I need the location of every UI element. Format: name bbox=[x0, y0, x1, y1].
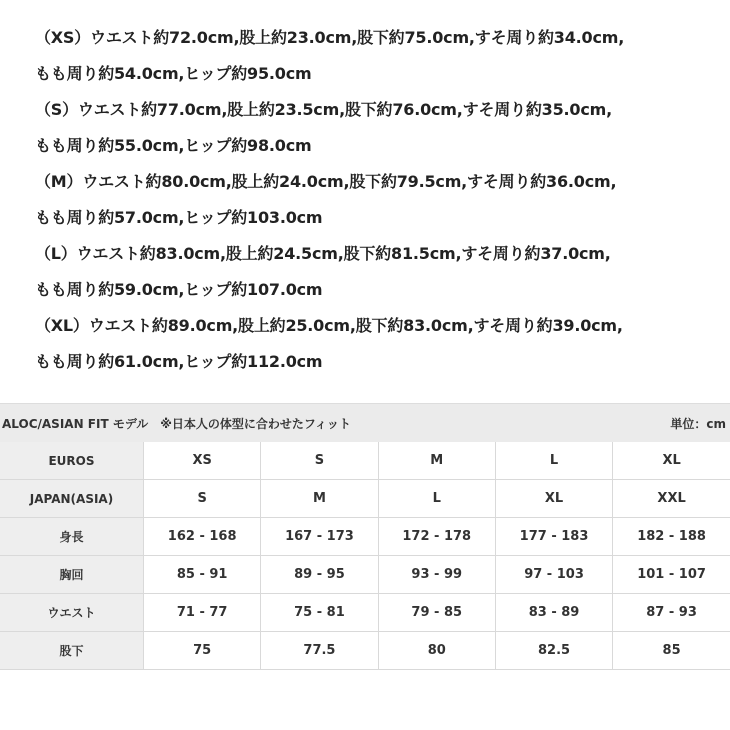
table-cell: XL bbox=[495, 480, 612, 518]
table-cell: 83 - 89 bbox=[495, 594, 612, 632]
table-cell: 82.5 bbox=[495, 632, 612, 670]
table-cell: 167 - 173 bbox=[261, 518, 378, 556]
measurement-line: （S）ウエスト約77.0cm,股上約23.5cm,股下約76.0cm,すそ周り約35.0cm, bbox=[35, 100, 612, 119]
table-cell: 177 - 183 bbox=[495, 518, 612, 556]
measurement-line: （L）ウエスト約83.0cm,股上約24.5cm,股下約81.5cm,すそ周り約37.0cm, bbox=[35, 244, 611, 263]
measurement-line: （M）ウエスト約80.0cm,股上約24.0cm,股下約79.5cm,すそ周り約36.0cm, bbox=[35, 172, 617, 191]
size-chart-header bbox=[0, 403, 730, 442]
table-cell: L bbox=[378, 480, 495, 518]
measurement-line: もも周り約59.0cm,ヒップ約107.0cm bbox=[35, 280, 323, 299]
table-cell: 77.5 bbox=[261, 632, 378, 670]
table-row bbox=[0, 442, 730, 480]
size-measurements bbox=[35, 20, 725, 380]
row-label-chest: 胸回 bbox=[0, 556, 144, 594]
table-cell: 182 - 188 bbox=[613, 518, 730, 556]
table-cell: 93 - 99 bbox=[378, 556, 495, 594]
fit-model-note: ALOC/ASIAN FIT モデル ※日本人の体型に合わせたフィット bbox=[2, 416, 351, 431]
table-cell: 79 - 85 bbox=[378, 594, 495, 632]
table-cell: L bbox=[495, 442, 612, 480]
table-cell: 162 - 168 bbox=[144, 518, 261, 556]
table-cell: XL bbox=[613, 442, 730, 480]
table-row bbox=[0, 480, 730, 518]
table-cell: M bbox=[261, 480, 378, 518]
table-cell: 85 bbox=[613, 632, 730, 670]
table-cell: 89 - 95 bbox=[261, 556, 378, 594]
measurement-line: （XS）ウエスト約72.0cm,股上約23.0cm,股下約75.0cm,すそ周り約34.0cm, bbox=[35, 28, 625, 47]
table-cell: 101 - 107 bbox=[613, 556, 730, 594]
table-cell: 87 - 93 bbox=[613, 594, 730, 632]
table-cell: 71 - 77 bbox=[144, 594, 261, 632]
table-cell: S bbox=[144, 480, 261, 518]
unit-label: 単位：cm bbox=[670, 416, 726, 431]
table-cell: 75 bbox=[144, 632, 261, 670]
measurement-line: もも周り約57.0cm,ヒップ約103.0cm bbox=[35, 208, 323, 227]
table-cell: 97 - 103 bbox=[495, 556, 612, 594]
size-chart bbox=[0, 403, 730, 670]
row-label-waist: ウエスト bbox=[0, 594, 144, 632]
table-cell: S bbox=[261, 442, 378, 480]
measurement-line: （XL）ウエスト約89.0cm,股上約25.0cm,股下約83.0cm,すそ周り約39.0cm, bbox=[35, 316, 623, 335]
measurement-line: もも周り約54.0cm,ヒップ約95.0cm bbox=[35, 64, 312, 83]
size-table bbox=[0, 442, 730, 670]
table-cell: M bbox=[378, 442, 495, 480]
row-label-inseam: 股下 bbox=[0, 632, 144, 670]
table-cell: 80 bbox=[378, 632, 495, 670]
table-row bbox=[0, 594, 730, 632]
row-label-height: 身長 bbox=[0, 518, 144, 556]
table-cell: XS bbox=[144, 442, 261, 480]
row-label-japan: JAPAN(ASIA) bbox=[0, 480, 144, 518]
table-row bbox=[0, 518, 730, 556]
table-row bbox=[0, 632, 730, 670]
row-label-euros: EUROS bbox=[0, 442, 144, 480]
table-cell: 75 - 81 bbox=[261, 594, 378, 632]
table-cell: XXL bbox=[613, 480, 730, 518]
table-cell: 85 - 91 bbox=[144, 556, 261, 594]
measurement-line: もも周り約61.0cm,ヒップ約112.0cm bbox=[35, 352, 323, 371]
measurement-line: もも周り約55.0cm,ヒップ約98.0cm bbox=[35, 136, 312, 155]
table-cell: 172 - 178 bbox=[378, 518, 495, 556]
table-row bbox=[0, 556, 730, 594]
